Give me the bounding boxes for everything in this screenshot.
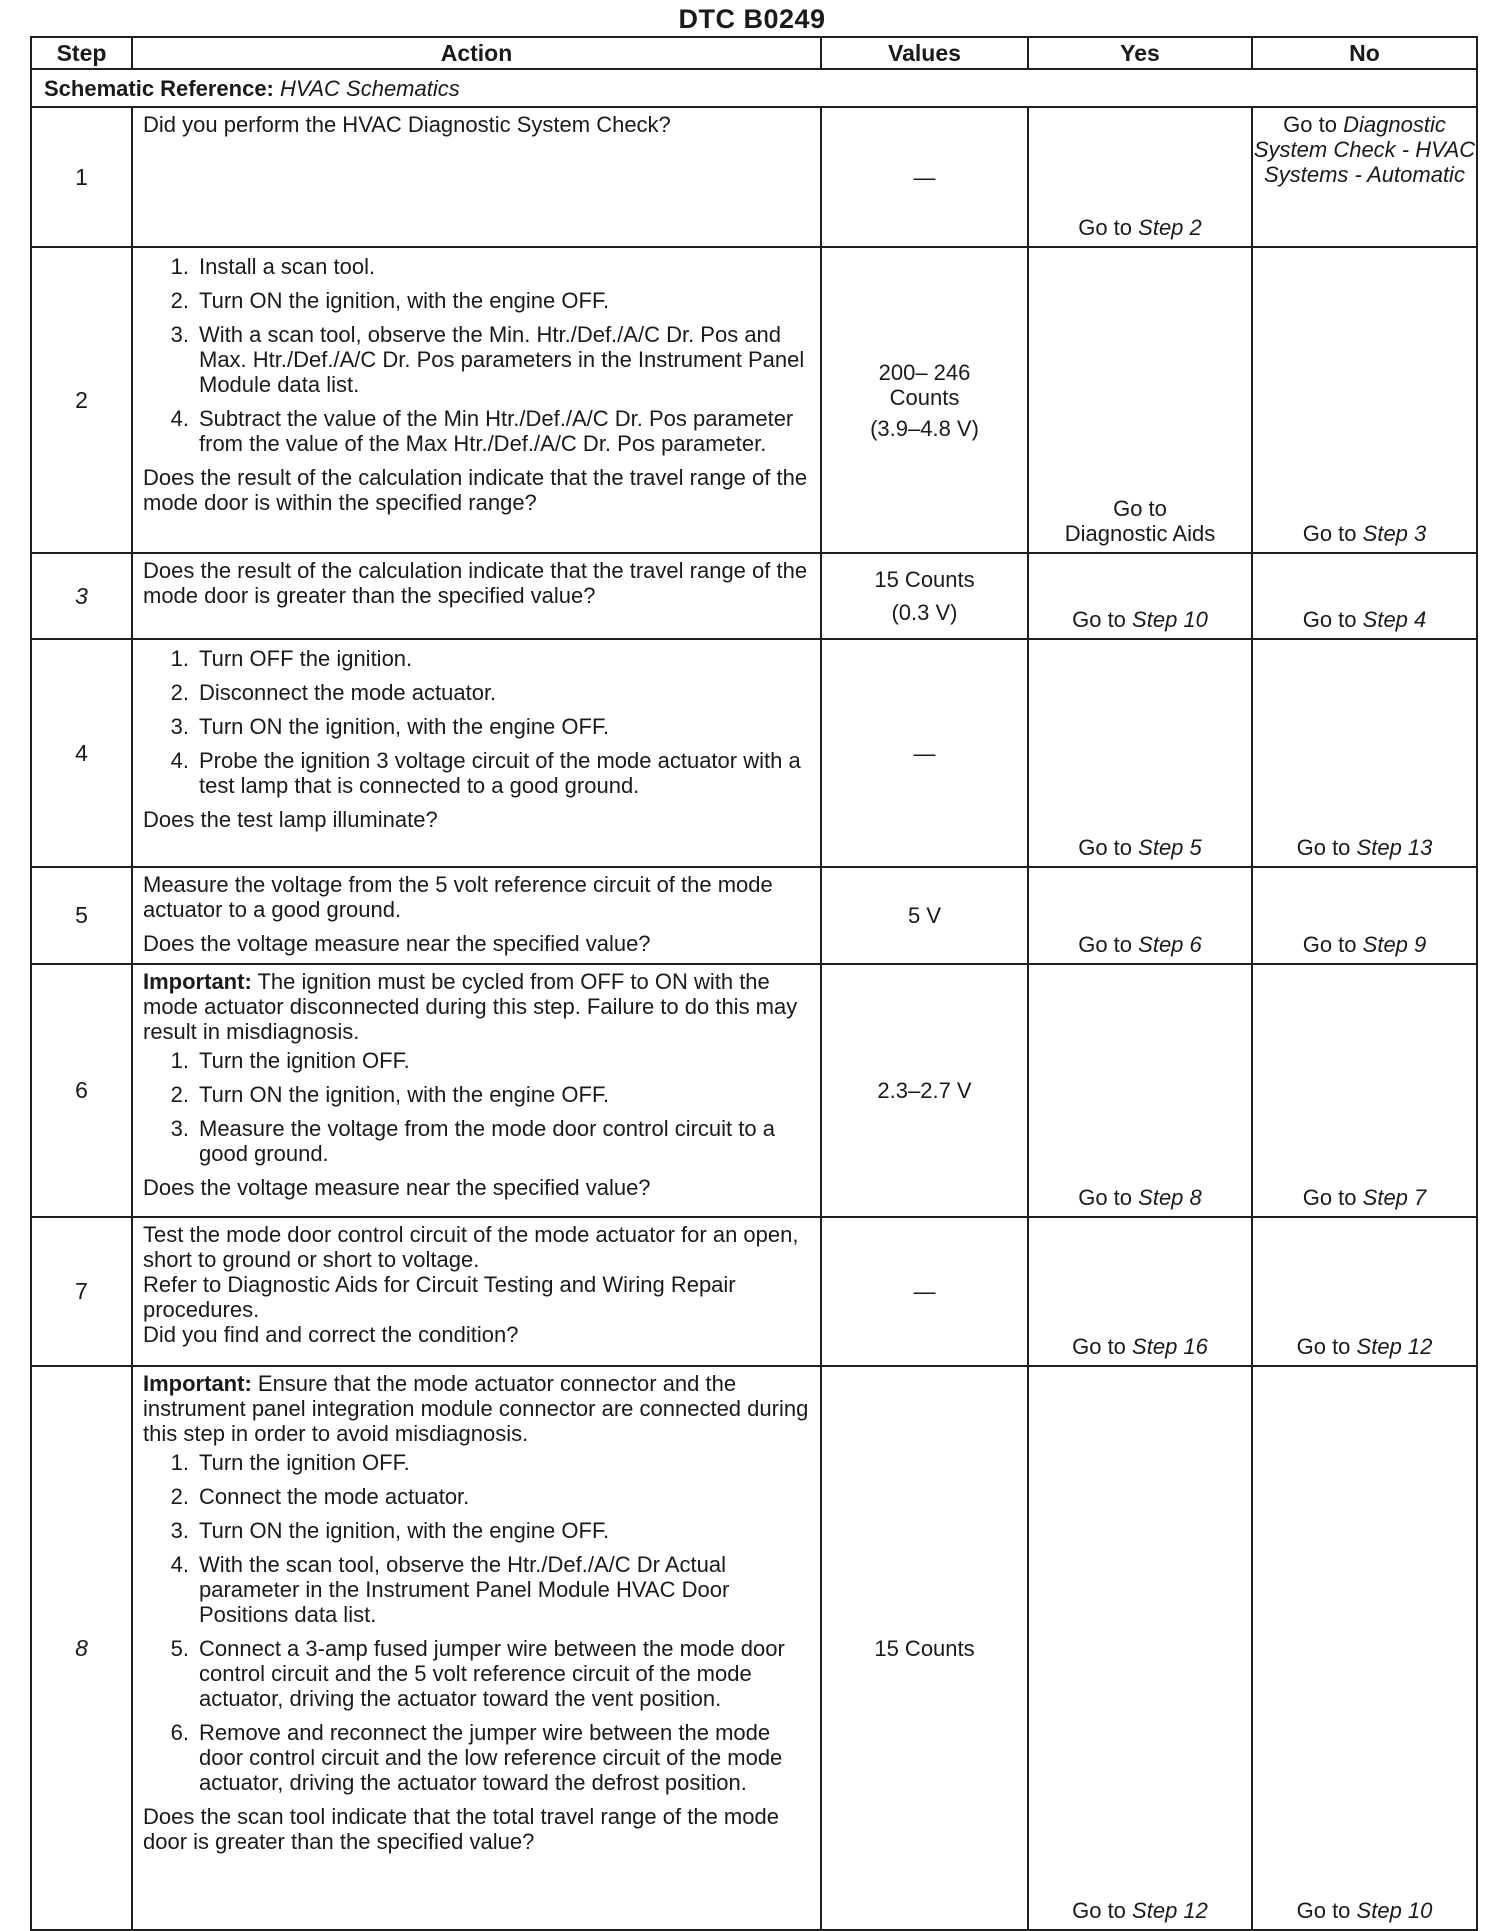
- list-item: 3. Measure the voltage from the mode door control circuit to a good ground.: [170, 1116, 775, 1166]
- no-cell[interactable]: [1252, 964, 1477, 1217]
- goto-link[interactable]: Step 7: [1362, 1185, 1427, 1210]
- value-cell: 200– 246 Counts (3.9–4.8 V): [821, 247, 1028, 553]
- value-cell: 5 V: [821, 867, 1028, 964]
- action-cell: [132, 247, 821, 553]
- list-item: 3. Turn ON the ignition, with the engine OFF.: [170, 1518, 610, 1543]
- no-cell[interactable]: [1252, 553, 1477, 639]
- table-row: [31, 867, 1477, 964]
- no-cell[interactable]: [1252, 639, 1477, 867]
- goto-link[interactable]: Step 13: [1356, 835, 1433, 860]
- question-text: Does the voltage measure near the specified value?: [143, 931, 651, 956]
- schematic-reference: [31, 69, 1477, 107]
- goto-prefix: Go to: [1302, 607, 1357, 632]
- no-cell[interactable]: [1252, 1366, 1477, 1930]
- goto-prefix: Go to: [1302, 521, 1357, 546]
- goto-prefix: Go to: [1078, 835, 1133, 860]
- step-number: 5: [31, 867, 132, 964]
- yes-cell[interactable]: [1028, 1366, 1252, 1930]
- list-item: 3. Turn ON the ignition, with the engine OFF.: [170, 714, 610, 739]
- action-cell: [132, 1217, 821, 1366]
- yes-cell[interactable]: [1028, 247, 1252, 553]
- table-row: [31, 247, 1477, 553]
- action-cell: [132, 964, 821, 1217]
- table-row: [31, 1217, 1477, 1366]
- header-no: No: [1252, 37, 1477, 69]
- list-item: 4. Probe the ignition 3 voltage circuit of the mode actuator with a test lamp that is connected to a good ground.: [170, 748, 801, 798]
- numbered-list: [143, 646, 810, 798]
- instruction-text: Refer to Diagnostic Aids for Circuit Testing and Wiring Repair procedures.: [143, 1272, 736, 1322]
- list-item: 4. With the scan tool, observe the Htr./Def./A/C Dr Actual parameter in the Instrument Panel Module HVAC Door Positions data list.: [170, 1552, 730, 1627]
- list-item: 1. Turn the ignition OFF.: [170, 1450, 410, 1475]
- schematic-label: Schematic Reference:: [44, 75, 274, 101]
- goto-prefix: Go to: [1078, 932, 1133, 957]
- question-text: Did you perform the HVAC Diagnostic System Check?: [143, 112, 671, 137]
- table-row: [31, 553, 1477, 639]
- goto-link[interactable]: Step 3: [1362, 521, 1427, 546]
- diagnostic-table: [30, 36, 1478, 1931]
- goto-prefix: Go to: [1302, 932, 1357, 957]
- header-step: Step: [31, 37, 132, 69]
- goto-link[interactable]: Step 5: [1138, 835, 1202, 860]
- list-item: 6. Remove and reconnect the jumper wire between the mode door control circuit and the low reference circuit of the mode actuator, driving the actuator toward the defrost position.: [170, 1720, 783, 1795]
- goto-prefix: Go to: [1072, 1334, 1126, 1359]
- yes-cell[interactable]: [1028, 639, 1252, 867]
- value-cell: 2.3–2.7 V: [821, 964, 1028, 1217]
- list-item: 2. Disconnect the mode actuator.: [170, 680, 497, 705]
- question-text: Does the scan tool indicate that the total travel range of the mode door is greater than the specified value?: [143, 1804, 779, 1854]
- yes-cell[interactable]: [1028, 1217, 1252, 1366]
- goto-prefix: Go to: [1072, 607, 1126, 632]
- action-cell: [132, 1366, 821, 1930]
- goto-link[interactable]: Step 10: [1132, 607, 1208, 632]
- yes-cell[interactable]: [1028, 553, 1252, 639]
- goto-link[interactable]: Step 2: [1138, 215, 1202, 240]
- goto-prefix: Go to: [1296, 1334, 1351, 1359]
- instruction-text: Test the mode door control circuit of the mode actuator for an open, short to ground or short to voltage.: [143, 1222, 799, 1272]
- header-action: Action: [132, 37, 821, 69]
- list-item: 5. Connect a 3-amp fused jumper wire between the mode door control circuit and the 5 volt reference circuit of the mode actuator, driving the actuator toward the vent position.: [170, 1636, 785, 1711]
- goto-prefix: Go to: [1296, 1898, 1351, 1923]
- question-text: Does the voltage measure near the specified value?: [143, 1175, 651, 1200]
- question-text: Does the test lamp illuminate?: [143, 807, 438, 832]
- list-item: 1. Turn the ignition OFF.: [170, 1048, 410, 1073]
- instruction-text: Measure the voltage from the 5 volt reference circuit of the mode actuator to a good ground.: [143, 872, 773, 922]
- value-cell: 15 Counts: [821, 1366, 1028, 1930]
- step-number: 6: [31, 964, 132, 1217]
- step-number: 8: [31, 1366, 132, 1930]
- goto-prefix: Go to: [1078, 1185, 1133, 1210]
- important-note: Important: The ignition must be cycled from OFF to ON with the mode actuator disconnected during this step. Failure to do this may result in misdiagnosis.: [143, 969, 798, 1044]
- value-cell: 15 Counts (0.3 V): [821, 553, 1028, 639]
- list-item: 1. Install a scan tool.: [170, 254, 376, 279]
- table-row: [31, 1366, 1477, 1930]
- value-cell: —: [821, 1217, 1028, 1366]
- step-number: 3: [31, 553, 132, 639]
- value-cell: —: [821, 107, 1028, 247]
- numbered-list: [143, 1450, 810, 1795]
- page-title: DTC B0249: [678, 4, 826, 34]
- list-item: 2. Connect the mode actuator.: [170, 1484, 470, 1509]
- goto-prefix: Go to: [1072, 1898, 1126, 1923]
- action-cell: [132, 639, 821, 867]
- goto-prefix: Go to: [1302, 1185, 1357, 1210]
- list-item: 2. Turn ON the ignition, with the engine OFF.: [170, 1082, 610, 1107]
- goto-link[interactable]: Step 12: [1356, 1334, 1433, 1359]
- goto-prefix: Go to: [1078, 215, 1133, 240]
- yes-cell[interactable]: [1028, 964, 1252, 1217]
- important-note: Important: Ensure that the mode actuator connector and the instrument panel integration module connector are connected during this step in order to avoid misdiagnosis.: [143, 1371, 809, 1446]
- table-row: [31, 107, 1477, 247]
- list-item: 4. Subtract the value of the Min Htr./Def./A/C Dr. Pos parameter from the value of the Max Htr./Def./A/C Dr. Pos parameter.: [170, 406, 794, 456]
- numbered-list: [143, 1048, 810, 1166]
- action-cell: [132, 553, 821, 639]
- goto-link[interactable]: Step 10: [1356, 1898, 1433, 1923]
- step-number: 7: [31, 1217, 132, 1366]
- list-item: 3. With a scan tool, observe the Min. Htr./Def./A/C Dr. Pos and Max. Htr./Def./A/C Dr. Pos parameters in the Instrument Panel Module data list.: [170, 322, 805, 397]
- step-number: 4: [31, 639, 132, 867]
- list-item: 1. Turn OFF the ignition.: [170, 646, 413, 671]
- action-cell: [132, 107, 821, 247]
- schematic-link[interactable]: HVAC Schematics: [280, 75, 460, 101]
- goto-link[interactable]: Go to Diagnostic Aids: [1064, 496, 1216, 546]
- goto-link[interactable]: Step 9: [1362, 932, 1427, 957]
- goto-link[interactable]: Diagnostic System Check - HVAC Systems - Automatic: [1253, 112, 1476, 187]
- header-yes: Yes: [1028, 37, 1252, 69]
- header-row: [31, 37, 1477, 69]
- yes-cell[interactable]: [1028, 107, 1252, 247]
- step-number: 1: [31, 107, 132, 247]
- table-row: [31, 639, 1477, 867]
- numbered-list: [143, 254, 810, 456]
- schematic-reference-row: [31, 69, 1477, 107]
- goto-link[interactable]: Step 6: [1138, 932, 1202, 957]
- goto-link[interactable]: Step 16: [1132, 1334, 1208, 1359]
- goto-link[interactable]: Step 12: [1132, 1898, 1208, 1923]
- no-cell[interactable]: [1252, 247, 1477, 553]
- goto-prefix: Go to: [1296, 835, 1351, 860]
- question-text: Does the result of the calculation indicate that the travel range of the mode door is greater than the specified value?: [143, 558, 808, 608]
- list-item: 2. Turn ON the ignition, with the engine OFF.: [170, 288, 610, 313]
- action-cell: [132, 867, 821, 964]
- goto-link[interactable]: Step 8: [1138, 1185, 1202, 1210]
- question-text: Did you find and correct the condition?: [143, 1322, 519, 1347]
- goto-link[interactable]: Step 4: [1362, 607, 1427, 632]
- step-number: 2: [31, 247, 132, 553]
- question-text: Does the result of the calculation indicate that the travel range of the mode door is within the specified range?: [143, 465, 808, 515]
- no-cell[interactable]: [1252, 107, 1477, 247]
- value-cell: —: [821, 639, 1028, 867]
- no-cell[interactable]: [1252, 867, 1477, 964]
- yes-cell[interactable]: [1028, 867, 1252, 964]
- table-row: [31, 964, 1477, 1217]
- no-cell[interactable]: [1252, 1217, 1477, 1366]
- goto-prefix: Go to: [1283, 112, 1337, 137]
- header-values: Values: [821, 37, 1028, 69]
